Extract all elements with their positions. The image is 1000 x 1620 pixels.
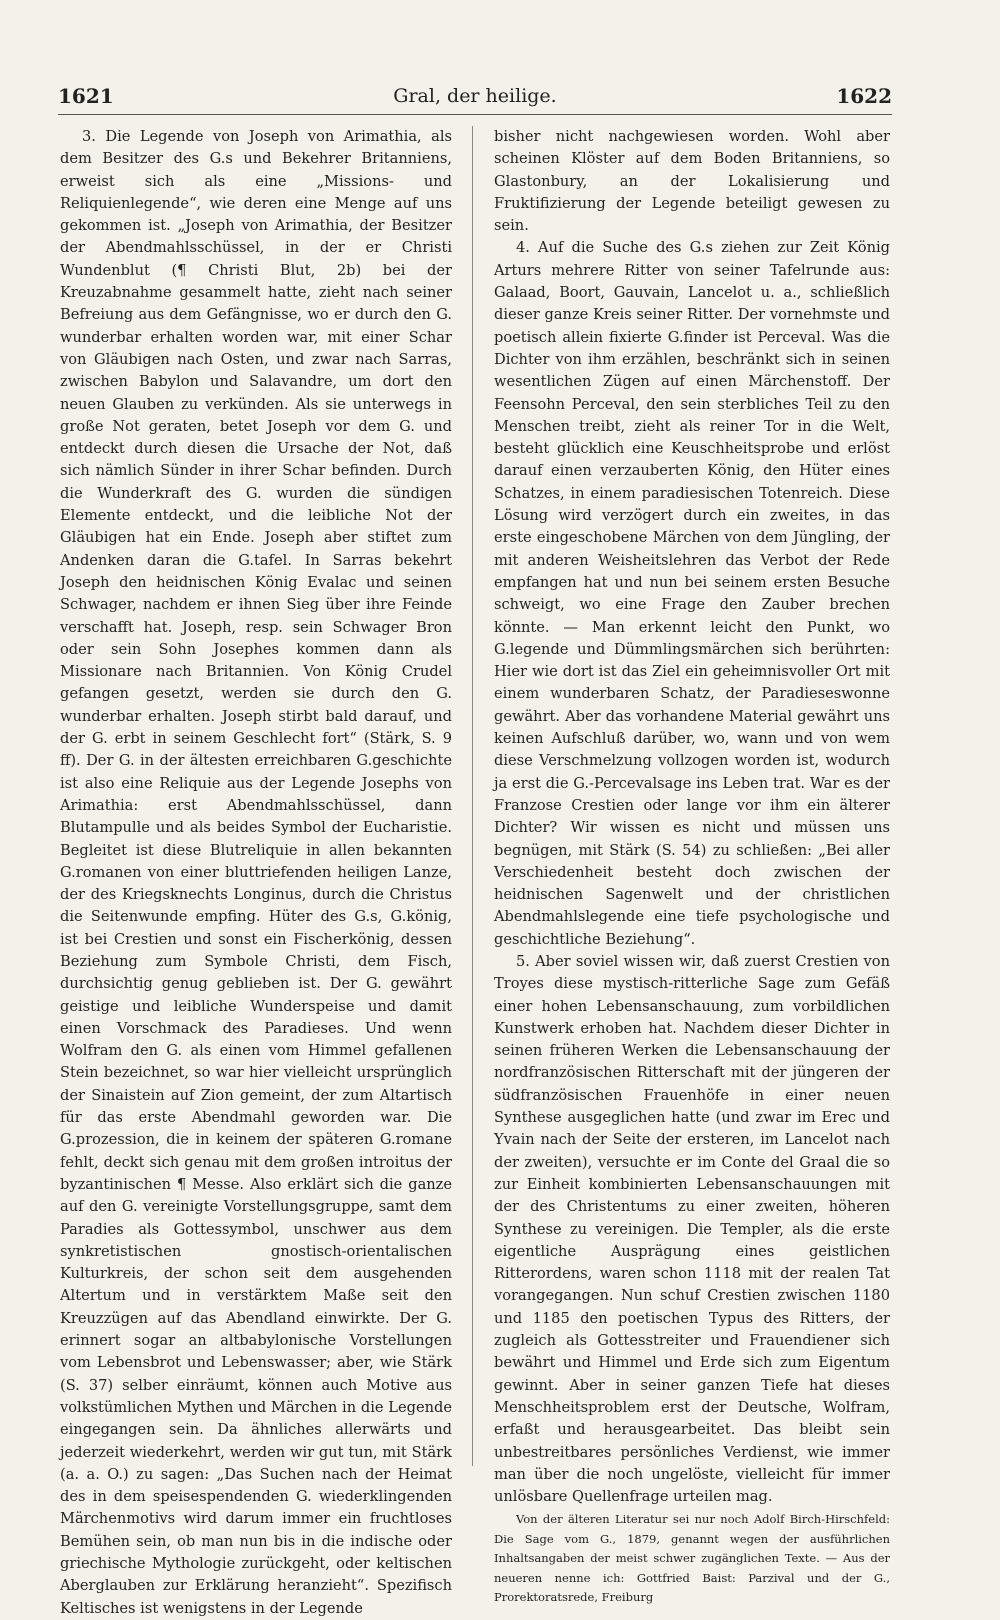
section-3-continuation: bisher nicht nachgewiesen worden. Wohl aber scheinen Klöster auf dem Boden Britanniens, so Glastonbury, an der Lokalisierung und Fruktifizierung der Legende beteiligt gewesen zu sein. [494, 128, 890, 235]
page-number-right: 1622 [836, 84, 892, 108]
section-3-paragraph: 3. Die Legende von Joseph von Arimathia, als dem Besitzer des G.s und Bekehrer Britanniens, erweist sich als eine „Missions- und Reliquienlegende“, wie deren eine Menge auf uns gekommen ist. „Joseph von Arimathia, der Besitzer der Abendmahlsschüssel, in der er Christi Wundenblut (¶ Christi Blut, 2b) bei der Kreuzabnahme gesammelt hatte, zieht nach seiner Befreiung aus dem Gefängnisse, wo er durch den G. wunderbar erhalten worden war, mit einer Schar von Gläubigen nach Osten, und zwar nach Sarras, zwischen Babylon und Salavandre, um dort den neuen Glauben zu verkünden. Als sie unterwegs in große Not geraten, betet Joseph vor dem G. und entdeckt durch diesen die Ursache der Not, daß sich nämlich Sünder in ihrer Schar befinden. Durch die Wunderkraft des G. wurden die sündigen Elemente entdeckt, und die leibliche Not der Gläubigen hat ein Ende. Joseph aber stiftet zum Andenken daran die G.tafel. In Sarras bekehrt Joseph den heidnischen König Evalac und seinen Schwager, nachdem er ihnen Sieg über ihre Feinde verschafft hat. Joseph, resp. sein Schwager Bron oder sein Sohn Josephes kommen dann als Missionare nach Britannien. Von König Crudel gefangen gesetzt, werden sie durch den G. wunderbar erhalten. Joseph stirbt bald darauf, und der G. erbt in seinem Geschlecht fort“ (Stärk, S. 9 ff). Der G. in der ältesten erreichbaren G.geschichte ist also eine Reliquie aus der Legende Josephs von Arimathia: erst Abendmahlsschüssel, dann Blutampulle und als beides Symbol der Eucharistie. Begleitet ist diese Blutreliquie in allen bekannten G.romanen von einer bluttriefenden heiligen Lanze, der des Kriegsknechts Longinus, durch die Christus die Seitenwunde empfing. Hüter des G.s, G.könig, ist bei Crestien und sonst ein Fischerkönig, dessen Beziehung zum Symbole Christi, dem Fisch, durchsichtig genug geblieben ist. Der G. gewährt geistige und leibliche Wunderspeise und damit einen Vorschmack des Paradieses. Und wenn Wolfram den G. als einen vom Himmel gefallenen Stein bezeichnet, so war hier vielleicht ursprünglich der Sinaistein auf Zion gemeint, der zum Altartisch für das erste Abendmahl geworden war. Die G.prozession, die in keinem der späteren G.romane fehlt, deckt sich genau mit dem großen introitus der byzantinischen ¶ Messe. Also erklärt sich die ganze auf den G. vereinigte Vorstellungsgruppe, samt dem Paradies als Gottessymbol, unschwer aus dem synkretistischen gnostisch-orientalischen Kulturkreis, der schon seit dem ausgehenden Altertum und in verstärktem Maße seit den Kreuzzügen auf das Abendland einwirkte. Der G. erinnert sogar an altbabylonische Vorstellungen vom Lebensbrot und Lebenswasser; aber, wie Stärk (S. 37) selber einräumt, können auch Motive aus volkstümlichen Mythen und Märchen in die Legende eingegangen sein. Da ähnliches allerwärts und jederzeit wiederkehrt, werden wir gut tun, mit Stärk (a. a. O.) zu sagen: „Das Suchen nach der Heimat des in dem speisespendenden G. wiederklingenden Märchenmotivs wird darum immer ein fruchtloses Bemühen sein, ob man nun bis in die indische oder griechische Mythologie zurückgeht, oder keltischen Aberglauben zur Erklärung heranzieht“. Spezifisch Keltisches ist wenigstens in der Legende [60, 128, 452, 1617]
section-5-paragraph: 5. Aber soviel wissen wir, daß zuerst Crestien von Troyes diese mystisch-ritterliche Sage zum Gefäß einer hohen Lebensanschauung, zum vorbildlichen Kunstwerk erhoben hat. Nachdem dieser Dichter in seinen früheren Werken die Lebensanschauung der nordfranzösischen Ritterschaft mit der jüngeren der südfranzösischen Frauenhöfe in einer neuen Synthese ausgeglichen hatte (und zwar im Erec und Yvain nach der Seite der ersteren, im Lancelot nach der zweiten), versuchte er im Conte del Graal die so zur Einheit kombinierten Lebensanschauungen mit der des Christentums zu einer zweiten, höheren Synthese zu vereinigen. Die Templer, als die erste eigentliche Ausprägung eines geistlichen Ritterordens, waren schon 1118 mit der realen Tat vorangegangen. Nun schuf Crestien zwischen 1180 und 1185 den poetischen Typus des Ritters, der zugleich als Gottesstreiter und Frauendiener sich bewährt und Himmel und Erde sich zum Eigentum gewinnt. Aber in seiner ganzen Tiefe hat dieses Menschheitsproblem erst der Deutsche, Wolfram, erfaßt und herausgearbeitet. Das bleibt sein unbestreitbares persönliches Verdienst, wie immer man über die noch ungelöste, vielleicht für immer unlösbare Quellenfrage urteilen mag. [494, 952, 890, 1506]
page-header [58, 78, 892, 115]
right-column [494, 126, 890, 1608]
running-title: Gral, der heilige. [393, 85, 557, 107]
column-divider [472, 126, 473, 1466]
left-column [60, 126, 452, 1620]
section-4-paragraph: 4. Auf die Suche des G.s ziehen zur Zeit König Arturs mehrere Ritter von seiner Tafelrunde aus: Galaad, Boort, Gauvain, Lancelot u. a., schließlich dieser ganze Kreis seiner Ritter. Der vornehmste und poetisch allein fixierte G.finder ist Perceval. Was die Dichter von ihm erzählen, beschränkt sich in seinen wesentlichen Zügen auf einen Märchenstoff. Der Feensohn Perceval, den sein sterbliches Teil zu den Menschen treibt, zieht als reiner Tor in die Welt, besteht glücklich eine Keuschheitsprobe und erlöst darauf einen verzauberten König, den Hüter eines Schatzes, in einem paradiesischen Totenreich. Diese Lösung wird verzögert durch ein zweites, in das erste eingeschobene Märchen von dem Jüngling, der mit anderen Weisheitslehren das Verbot der Rede empfangen hat und nun bei seinem ersten Besuche schweigt, wo eine Frage den Zauber brechen könnte. — Man erkennt leicht den Punkt, wo G.legende und Dümmlingsmärchen sich berührten: Hier wie dort ist das Ziel ein geheimnisvoller Ort mit einem wunderbaren Schatz, der Paradieseswonne gewährt. Aber das vorhandene Material gewährt uns keinen Aufschluß darüber, wo, wann und von wem diese Verschmelzung vollzogen worden ist, wodurch ja erst die G.-Percevalsage ins Leben trat. War es der Franzose Crestien oder lange vor ihm ein älterer Dichter? Wir wissen es nicht und müssen uns begnügen, mit Stärk (S. 54) zu schließen: „Bei aller Verschiedenheit besteht doch zwischen der heidnischen Sagenwelt und der christlichen Abendmahlslegende eine tiefe psychologische und geschichtliche Beziehung“. [494, 239, 890, 948]
literature-note: Von der älteren Literatur sei nur noch Adolf Birch-Hirschfeld: Die Sage vom G., 1879, genannt wegen der ausführlichen Inhaltsangaben der meist schwer zugänglichen Texte. — Aus der neueren nenne ich: Gottfried Baist: Parzival und der G., Prorektoratsrede, Freiburg [494, 1512, 890, 1605]
page-number-left: 1621 [58, 84, 114, 108]
